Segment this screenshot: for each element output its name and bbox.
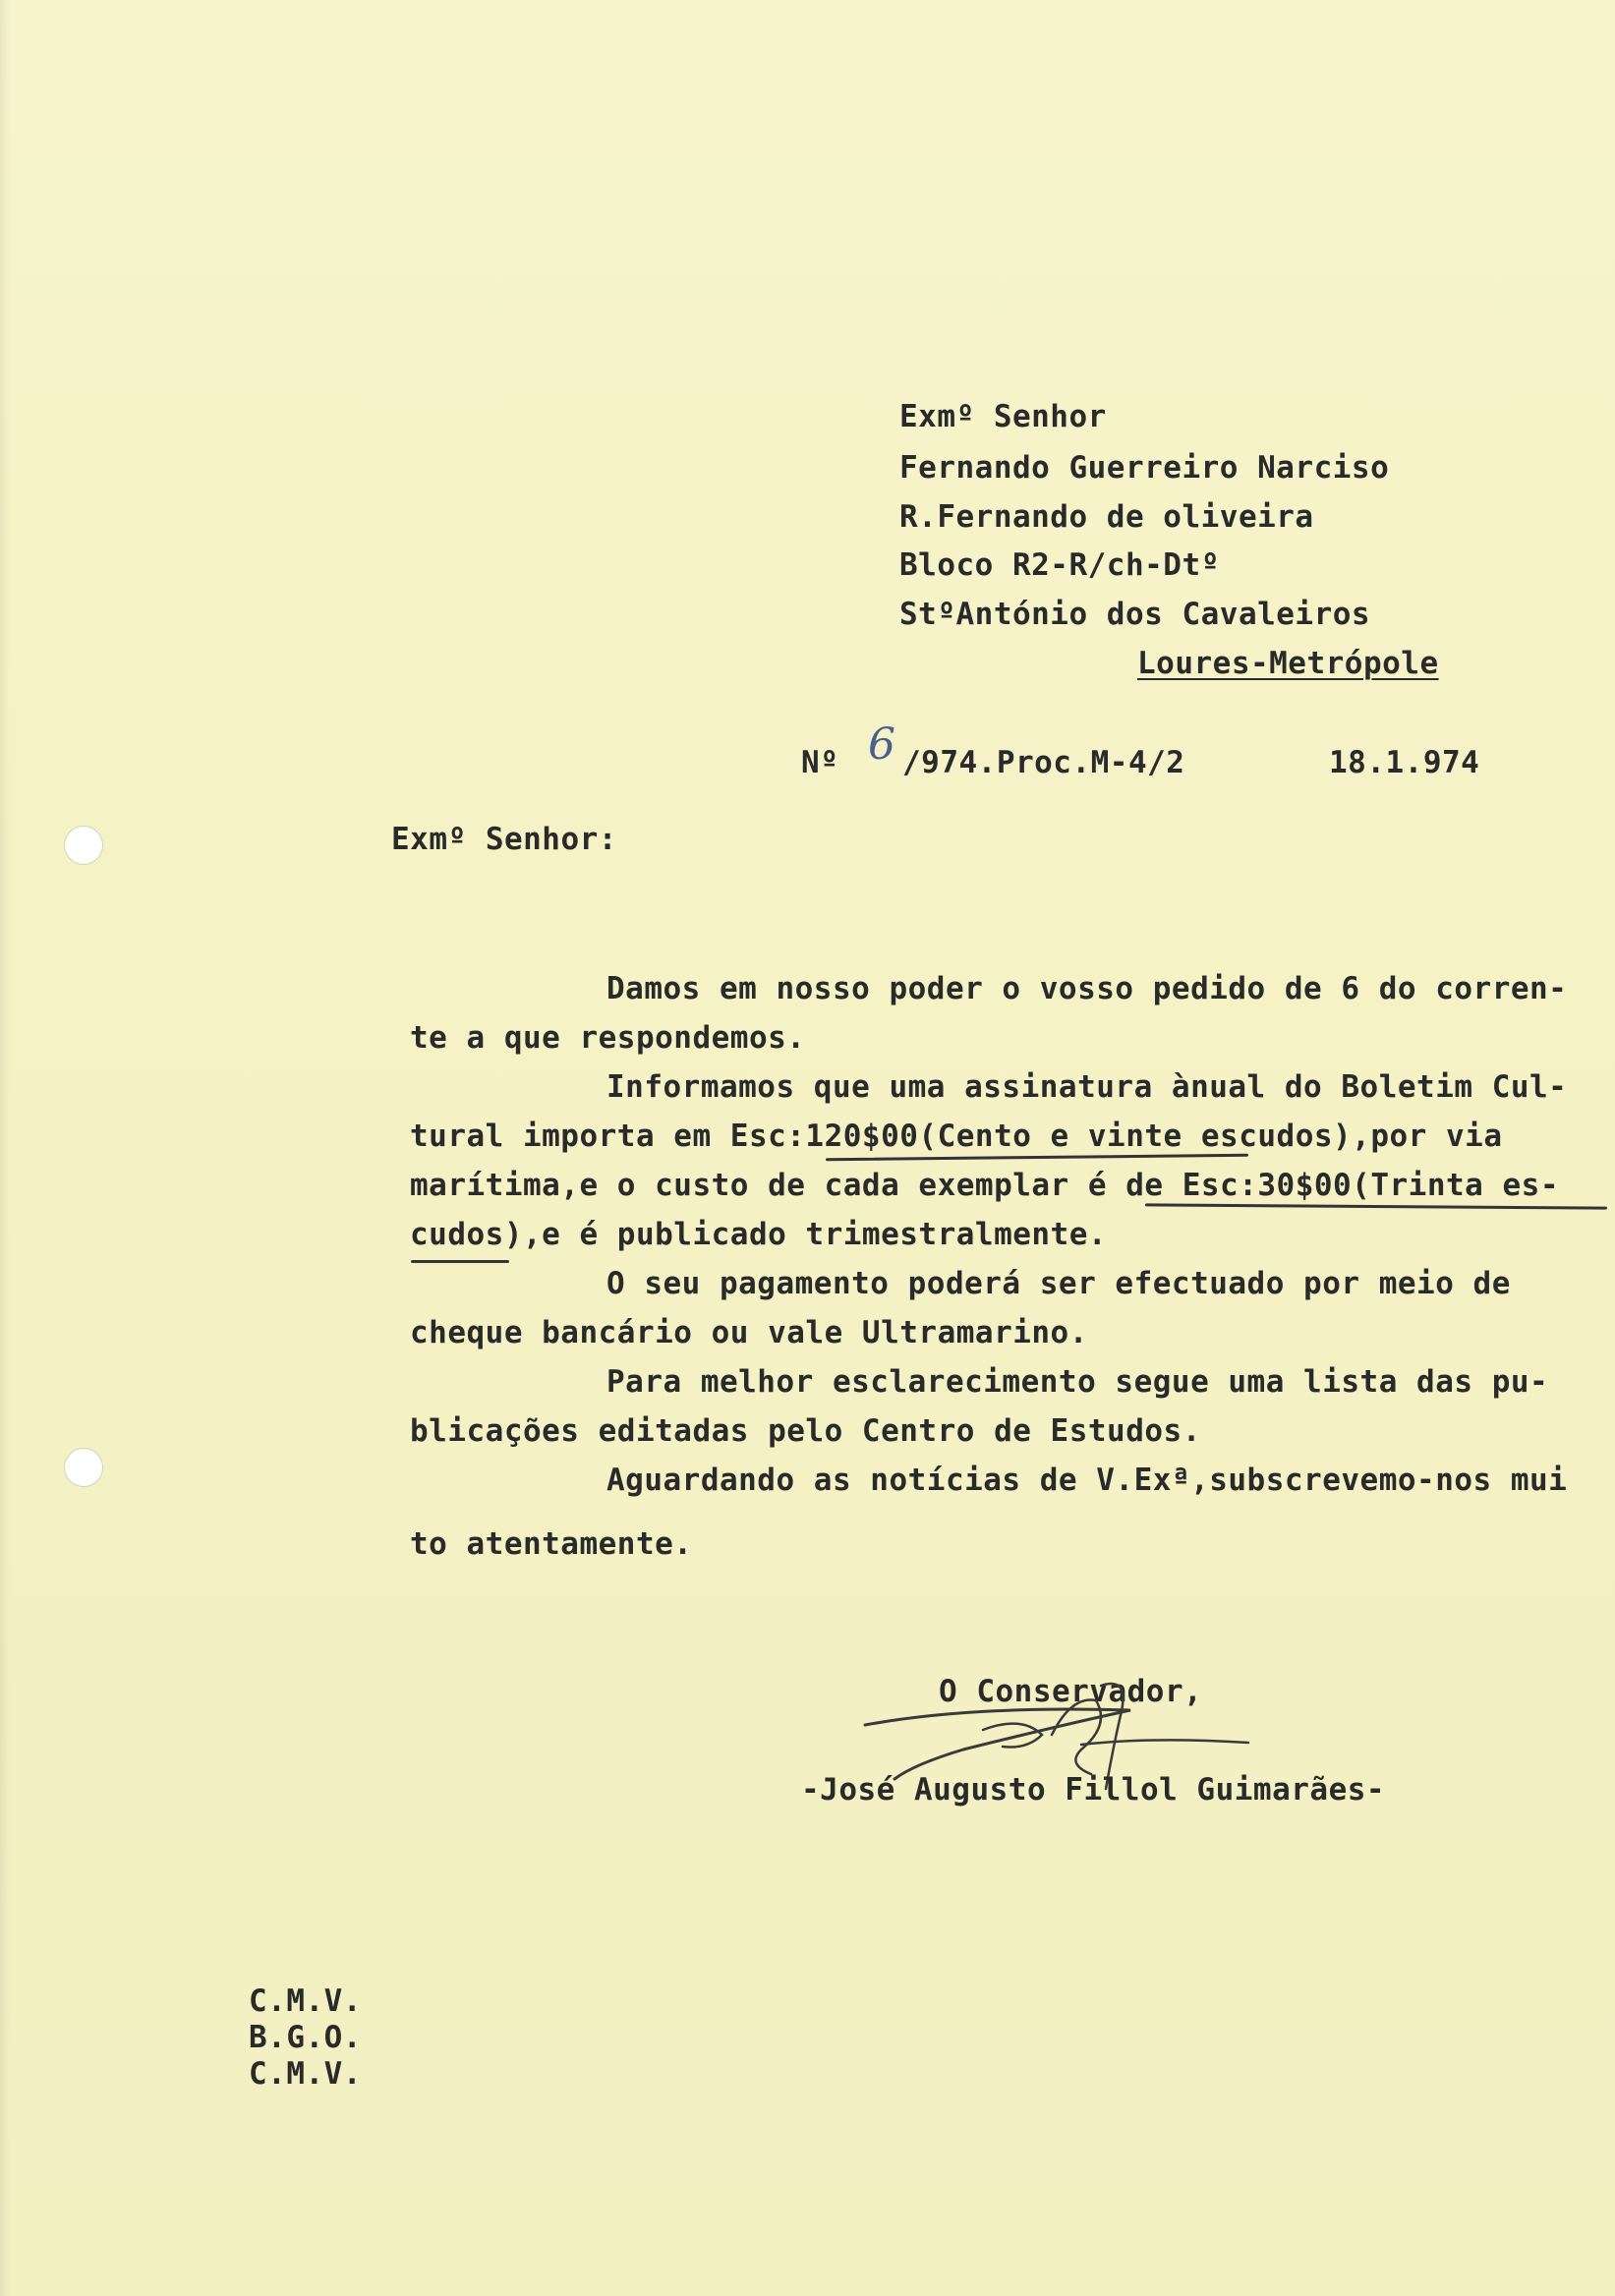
address-line-4: Bloco R2-R/ch-Dtº bbox=[899, 547, 1220, 583]
address-line-6: Loures-Metrópole bbox=[1137, 646, 1439, 681]
punch-hole-bottom bbox=[64, 1448, 103, 1487]
punch-hole-top bbox=[64, 826, 103, 865]
body-line-1: Damos em nosso poder o vosso pedido de 6 do corren- bbox=[606, 971, 1568, 1006]
copy-recipient-2: B.G.O. bbox=[249, 2020, 362, 2055]
pen-underline-short bbox=[411, 1260, 509, 1263]
copy-recipient-3: C.M.V. bbox=[249, 2056, 362, 2092]
letter-date: 18.1.974 bbox=[1329, 745, 1480, 780]
page-edge-shadow bbox=[0, 0, 10, 2296]
body-line-6: cudos),e é publicado trimestralmente. bbox=[410, 1217, 1108, 1252]
body-line-7: O seu pagamento poderá ser efectuado por meio de bbox=[606, 1266, 1511, 1301]
reference-suffix: /974.Proc.M-4/2 bbox=[902, 745, 1185, 780]
salutation: Exmº Senhor: bbox=[391, 822, 617, 857]
body-line-3: Informamos que uma assinatura ànual do Boletim Cul- bbox=[606, 1069, 1568, 1105]
body-line-8: cheque bancário ou vale Ultramarino. bbox=[410, 1315, 1088, 1350]
address-line-5: StºAntónio dos Cavaleiros bbox=[899, 597, 1371, 632]
body-line-2: te a que respondemos. bbox=[410, 1020, 806, 1056]
body-line-5: marítima,e o custo de cada exemplar é de Esc:30$00(Trinta es- bbox=[410, 1168, 1559, 1203]
body-line-10: blicações editadas pelo Centro de Estudos. bbox=[410, 1413, 1201, 1449]
reference-prefix: Nº bbox=[801, 745, 839, 780]
signatory-name: -José Augusto Fillol Guimarães- bbox=[801, 1772, 1386, 1808]
pen-underline-price bbox=[826, 1154, 1248, 1162]
body-line-4: tural importa em Esc:120$00(Cento e vinte escudos),por via bbox=[410, 1119, 1503, 1154]
address-line-1: Exmº Senhor bbox=[899, 399, 1107, 434]
signature-title: O Conservador, bbox=[939, 1674, 1203, 1709]
body-line-11: Aguardando as notícias de V.Exª,subscrevemo-nos mui bbox=[606, 1463, 1568, 1498]
body-line-12: to atentamente. bbox=[410, 1526, 693, 1562]
reference-number-handwritten: 6 bbox=[868, 719, 896, 770]
pen-underline-price-2 bbox=[1145, 1203, 1607, 1209]
address-line-2: Fernando Guerreiro Narciso bbox=[899, 450, 1390, 486]
copy-recipient-1: C.M.V. bbox=[249, 1983, 362, 2019]
body-line-9: Para melhor esclarecimento segue uma lista das pu- bbox=[606, 1364, 1549, 1400]
address-line-3: R.Fernando de oliveira bbox=[899, 499, 1314, 535]
